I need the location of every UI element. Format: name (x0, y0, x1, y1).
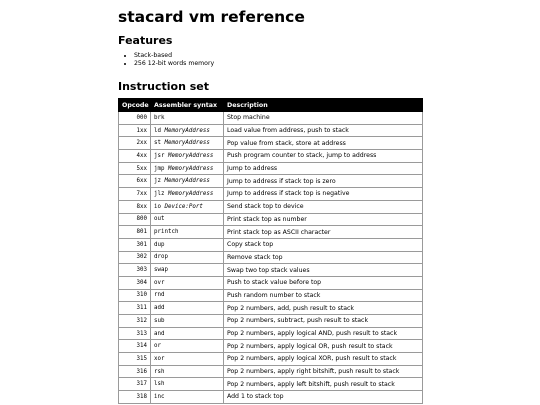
table-row (119, 251, 423, 264)
description-cell: Jump to address (224, 162, 423, 175)
description-cell: Push to stack value before top (224, 276, 423, 289)
table-row (119, 124, 423, 137)
opcode-cell: 312 (119, 315, 151, 328)
mnemonic: ld (154, 127, 161, 134)
opcode-cell: 304 (119, 276, 151, 289)
table-row (119, 315, 423, 328)
mnemonic: io (154, 203, 161, 210)
description-cell: Pop 2 numbers, apply logical XOR, push result to stack (224, 353, 423, 366)
description-cell: Stop machine (224, 112, 423, 125)
mnemonic: dup (154, 241, 165, 248)
mnemonic: rnd (154, 292, 165, 299)
opcode-cell: 301 (119, 238, 151, 251)
syntax-cell (151, 137, 224, 150)
syntax-cell (151, 302, 224, 315)
instruction-set-heading: Instruction set (118, 80, 210, 93)
syntax-cell (151, 162, 224, 175)
description-cell: Pop 2 numbers, subtract, push result to stack (224, 315, 423, 328)
description-cell: Jump to address if stack top is negative (224, 188, 423, 201)
syntax-cell (151, 340, 224, 353)
description-cell: Pop 2 numbers, apply logical OR, push result to stack (224, 340, 423, 353)
table-row (119, 302, 423, 315)
mnemonic: and (154, 330, 165, 337)
description-cell: Pop value from stack, store at address (224, 137, 423, 150)
table-row (119, 226, 423, 239)
mnemonic: sub (154, 317, 165, 324)
description-cell: Push random number to stack (224, 289, 423, 302)
opcode-cell: 314 (119, 340, 151, 353)
argument: Device:Port (164, 203, 203, 210)
table-header-row (119, 99, 423, 112)
opcode-cell: 316 (119, 365, 151, 378)
table-row (119, 365, 423, 378)
mnemonic: ovr (154, 279, 165, 286)
argument: MemoryAddress (164, 178, 210, 185)
table-row (119, 162, 423, 175)
mnemonic: xor (154, 355, 165, 362)
syntax-cell (151, 188, 224, 201)
mnemonic: or (154, 343, 161, 350)
table-row (119, 264, 423, 277)
argument: MemoryAddress (164, 140, 210, 147)
table-row (119, 137, 423, 150)
table-row (119, 353, 423, 366)
mnemonic: jz (154, 178, 161, 185)
syntax-cell (151, 213, 224, 226)
syntax-cell (151, 353, 224, 366)
syntax-cell (151, 391, 224, 404)
mnemonic: inc (154, 393, 165, 400)
opcode-cell: 4xx (119, 150, 151, 163)
opcode-cell: 7xx (119, 188, 151, 201)
opcode-cell: 302 (119, 251, 151, 264)
description-cell: Print stack top as number (224, 213, 423, 226)
description-cell: Pop 2 numbers, apply right bitshift, push result to stack (224, 365, 423, 378)
syntax-cell (151, 150, 224, 163)
syntax-cell (151, 112, 224, 125)
table-row (119, 378, 423, 391)
description-cell: Pop 2 numbers, apply logical AND, push result to stack (224, 327, 423, 340)
syntax-cell (151, 327, 224, 340)
table-row (119, 276, 423, 289)
syntax-cell (151, 226, 224, 239)
opcode-cell: 6xx (119, 175, 151, 188)
description-cell: Load value from address, push to stack (224, 124, 423, 137)
argument: MemoryAddress (167, 152, 214, 159)
opcode-cell: 317 (119, 378, 151, 391)
table-row (119, 391, 423, 404)
opcode-cell: 5xx (119, 162, 151, 175)
mnemonic: jlz (154, 190, 165, 197)
column-header-description: Description (224, 99, 423, 112)
feature-item: • Stack-based (134, 52, 214, 60)
description-cell: Add 1 to stack top (224, 391, 423, 404)
mnemonic: out (154, 216, 165, 223)
syntax-cell (151, 289, 224, 302)
opcode-cell: 310 (119, 289, 151, 302)
argument: MemoryAddress (164, 127, 210, 134)
opcode-cell: 801 (119, 226, 151, 239)
mnemonic: rsh (154, 368, 165, 375)
description-cell: Swap two top stack values (224, 264, 423, 277)
opcode-cell: 315 (119, 353, 151, 366)
mnemonic: lsh (154, 381, 165, 388)
syntax-cell (151, 276, 224, 289)
opcode-cell: 8xx (119, 200, 151, 213)
instruction-table (118, 98, 423, 404)
table-row (119, 340, 423, 353)
table-row (119, 150, 423, 163)
opcode-cell: 2xx (119, 137, 151, 150)
mnemonic: printch (154, 229, 179, 236)
table-row (119, 238, 423, 251)
syntax-cell (151, 264, 224, 277)
mnemonic: add (154, 305, 165, 312)
table-row (119, 200, 423, 213)
description-cell: Pop 2 numbers, apply left bitshift, push result to stack (224, 378, 423, 391)
table-row (119, 112, 423, 125)
mnemonic: drop (154, 254, 168, 261)
description-cell: Pop 2 numbers, add, push result to stack (224, 302, 423, 315)
opcode-cell: 1xx (119, 124, 151, 137)
syntax-cell (151, 251, 224, 264)
page-title: stacard vm reference (118, 8, 305, 26)
opcode-cell: 313 (119, 327, 151, 340)
mnemonic: st (154, 140, 161, 147)
syntax-cell (151, 124, 224, 137)
mnemonic: jsr (154, 152, 165, 159)
table-row (119, 175, 423, 188)
opcode-cell: 800 (119, 213, 151, 226)
syntax-cell (151, 378, 224, 391)
description-cell: Print stack top as ASCII character (224, 226, 423, 239)
description-cell: Remove stack top (224, 251, 423, 264)
table-row (119, 327, 423, 340)
features-heading: Features (118, 34, 173, 47)
feature-item: • 256 12-bit words memory (134, 60, 214, 68)
mnemonic: swap (154, 267, 168, 274)
table-row (119, 213, 423, 226)
column-header-syntax: Assembler syntax (151, 99, 224, 112)
features-list (118, 52, 214, 68)
opcode-cell: 000 (119, 112, 151, 125)
mnemonic: brk (154, 114, 165, 121)
column-header-opcode: Opcode (119, 99, 151, 112)
argument: MemoryAddress (167, 190, 214, 197)
description-cell: Push program counter to stack, jump to address (224, 150, 423, 163)
description-cell: Copy stack top (224, 238, 423, 251)
opcode-cell: 318 (119, 391, 151, 404)
syntax-cell (151, 315, 224, 328)
table-row (119, 289, 423, 302)
syntax-cell (151, 238, 224, 251)
syntax-cell (151, 365, 224, 378)
syntax-cell (151, 200, 224, 213)
opcode-cell: 311 (119, 302, 151, 315)
opcode-cell: 303 (119, 264, 151, 277)
mnemonic: jmp (154, 165, 165, 172)
argument: MemoryAddress (167, 165, 214, 172)
table-row (119, 188, 423, 201)
description-cell: Send stack top to device (224, 200, 423, 213)
syntax-cell (151, 175, 224, 188)
description-cell: Jump to address if stack top is zero (224, 175, 423, 188)
